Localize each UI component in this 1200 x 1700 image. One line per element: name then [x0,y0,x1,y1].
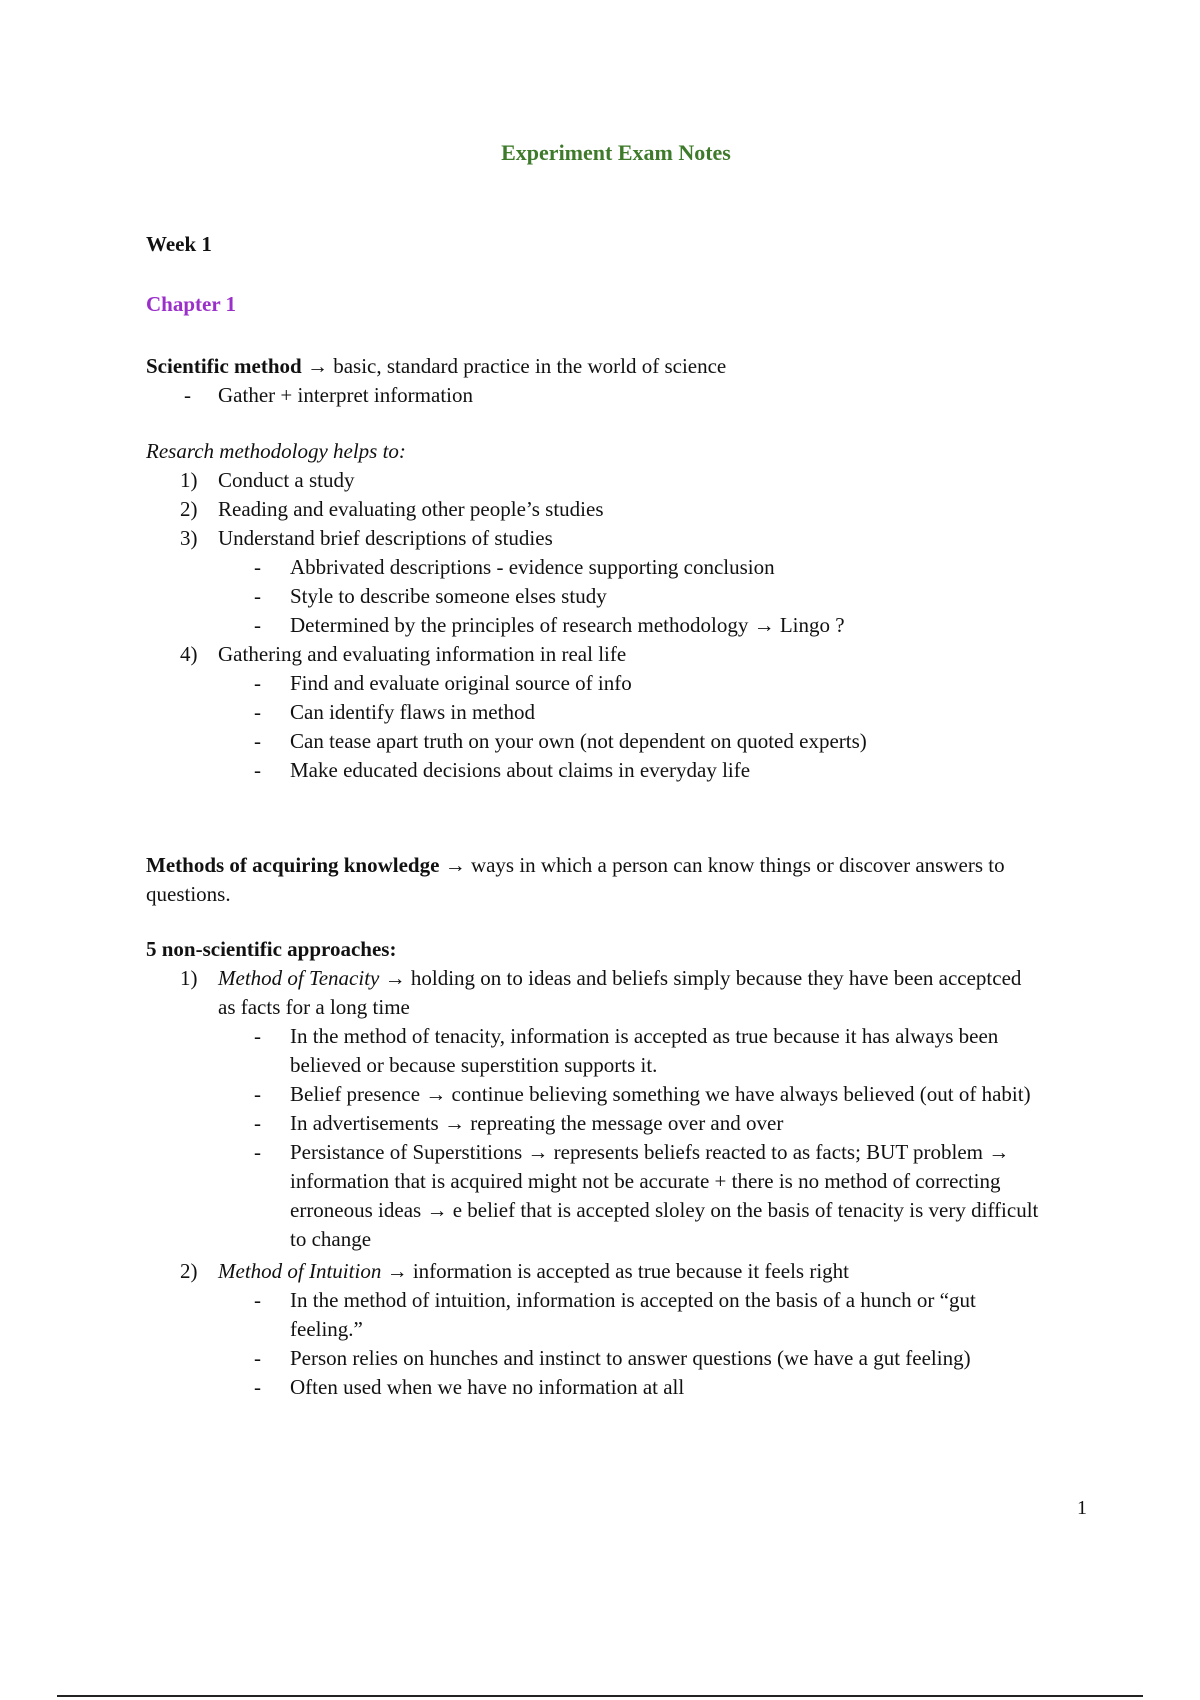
list-item [146,466,1096,495]
item-text: Gathering and evaluating information in real life [218,642,627,666]
method-name: Method of Intuition [218,1259,382,1283]
dash-marker: - [254,1140,261,1164]
number-marker: 1) [180,468,198,492]
page-number: 1 [1077,1497,1087,1519]
research-methodology-section [146,437,1096,785]
dash-marker: - [254,555,261,579]
dash-marker: - [254,1375,261,1399]
sub-list-item [146,727,1096,756]
dash-marker: - [254,1111,261,1135]
sub-item-text: Find and evaluate original source of info [290,671,632,695]
sub-item-text: Can identify flaws in method [290,700,535,724]
sub-list-item [146,1286,1096,1315]
sub-list-item [146,1080,1096,1109]
sub-list-item [146,669,1096,698]
sub-list-item [146,698,1096,727]
scientific-method-section [146,352,1096,410]
dash-marker: - [254,584,261,608]
method-name: Method of Tenacity [218,966,380,990]
dash-marker: - [184,383,191,407]
sub-item-text-cont: feeling.” [290,1317,363,1341]
nonscientific-section [146,935,1096,1254]
research-heading: Resarch methodology helps to: [146,439,406,463]
methods-section [146,851,1096,909]
list-item [146,495,1096,524]
page-bottom-divider [57,1695,1143,1697]
scientific-method-line [146,352,1096,381]
list-item [146,381,1096,410]
sub-item-text-cont: believed or because superstition supports it. [290,1053,658,1077]
sub-item-text: Style to describe someone elses study [290,584,607,608]
sub-item-text: Abbrivated descriptions - evidence supporting conclusion [290,555,775,579]
dash-marker: - [254,758,261,782]
intuition-section [146,1257,1096,1402]
number-marker: 1) [180,966,198,990]
dash-marker: - [254,1346,261,1370]
sub-list-item [146,1373,1096,1402]
number-marker: 2) [180,497,198,521]
number-marker: 3) [180,526,198,550]
sub-list-item [146,611,1096,640]
methods-line [146,851,1096,880]
dash-marker: - [254,1082,261,1106]
sub-item-text: In advertisements → repreating the message over and over [290,1111,784,1135]
dash-marker: - [254,729,261,753]
dash-marker: - [254,613,261,637]
sub-list-item [146,756,1096,785]
method-definition: → information is accepted as true because it feels right [381,1259,849,1283]
sub-list-item [146,1344,1096,1373]
method-definition: → holding on to ideas and beliefs simply because they have been acceptced [379,966,1022,990]
sub-item-text-cont: to change [290,1227,372,1251]
sub-item-text: Can tease apart truth on your own (not dependent on quoted experts) [290,729,867,753]
week-heading: Week 1 [146,232,212,256]
sub-item-text: Determined by the principles of research methodology → Lingo ? [290,613,845,637]
dash-marker: - [254,1288,261,1312]
sub-list-item [146,1022,1096,1051]
methods-definition-cont: questions. [146,882,231,906]
scientific-method-term: Scientific method [146,354,302,378]
sub-item-text: Often used when we have no information at all [290,1375,685,1399]
item-text: Understand brief descriptions of studies [218,526,553,550]
sub-list-item [146,553,1096,582]
sub-item-text: Person relies on hunches and instinct to answer questions (we have a gut feeling) [290,1346,971,1370]
dash-marker: - [254,1024,261,1048]
sub-item-text-cont: erroneous ideas → e belief that is accepted sloley on the basis of tenacity is very difficult [290,1198,1039,1222]
bullet-text: Gather + interpret information [218,383,474,407]
sub-list-item [146,1109,1096,1138]
sub-list-item [146,582,1096,611]
list-item [146,964,1096,993]
document-title: Experiment Exam Notes [501,140,731,165]
nonscientific-heading: 5 non-scientific approaches: [146,937,397,961]
list-item [146,1257,1096,1286]
methods-term: Methods of acquiring knowledge [146,853,440,877]
sub-item-text: Belief presence → continue believing something we have always believed (out of habit) [290,1082,1031,1106]
method-definition-cont: as facts for a long time [218,995,410,1019]
item-text: Reading and evaluating other people’s studies [218,497,604,521]
list-item [146,640,1096,669]
sub-item-text-cont: information that is acquired might not be accurate + there is no method of correcting [290,1169,1001,1193]
sub-item-text: Make educated decisions about claims in everyday life [290,758,751,782]
methods-definition: → ways in which a person can know things or discover answers to [439,853,1005,877]
number-marker: 4) [180,642,198,666]
list-item [146,524,1096,553]
sub-item-text: Persistance of Superstitions → represents beliefs reacted to as facts; BUT problem → [290,1140,1010,1164]
chapter-heading: Chapter 1 [146,292,237,316]
sub-item-text: In the method of tenacity, information is accepted as true because it has always been [290,1024,999,1048]
number-marker: 2) [180,1259,198,1283]
dash-marker: - [254,671,261,695]
item-text: Conduct a study [218,468,355,492]
sub-list-item [146,1138,1096,1167]
dash-marker: - [254,700,261,724]
scientific-method-definition: → basic, standard practice in the world of science [301,354,727,378]
sub-item-text: In the method of intuition, information is accepted on the basis of a hunch or “gut [290,1288,976,1312]
